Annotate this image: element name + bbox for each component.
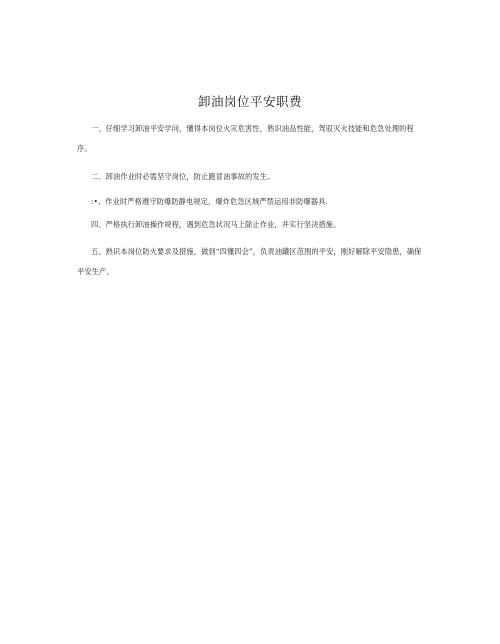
paragraph-1: 一、仔细学习卸油平安学问，懂得本岗位火灾危害性，熟识油品性能，驾驭灭火技能和危急处理的程序。 — [77, 124, 414, 153]
paragraph-3: :•、作业时严格遵守防爆防静电规定，爆炸危急区域严禁运用非防爆器具. — [91, 197, 328, 206]
paragraph-2: 二、卸油作业时必需坚守岗位，防止跑冒油事故的发生。 — [91, 172, 275, 181]
paragraph-4: 四、严格执行卸油操作规程，遇到危急状况马上除止作业，并实行坚决措施。 — [91, 220, 341, 229]
paragraph-5: 五、熟识本岗位防火要求及措施，做到“四懂四会”，负责油罐区范围的平安，刚好解除平安隐患，确保平安生产。 — [77, 247, 422, 276]
document-title: 卸油岗位平安职费 — [197, 94, 302, 109]
